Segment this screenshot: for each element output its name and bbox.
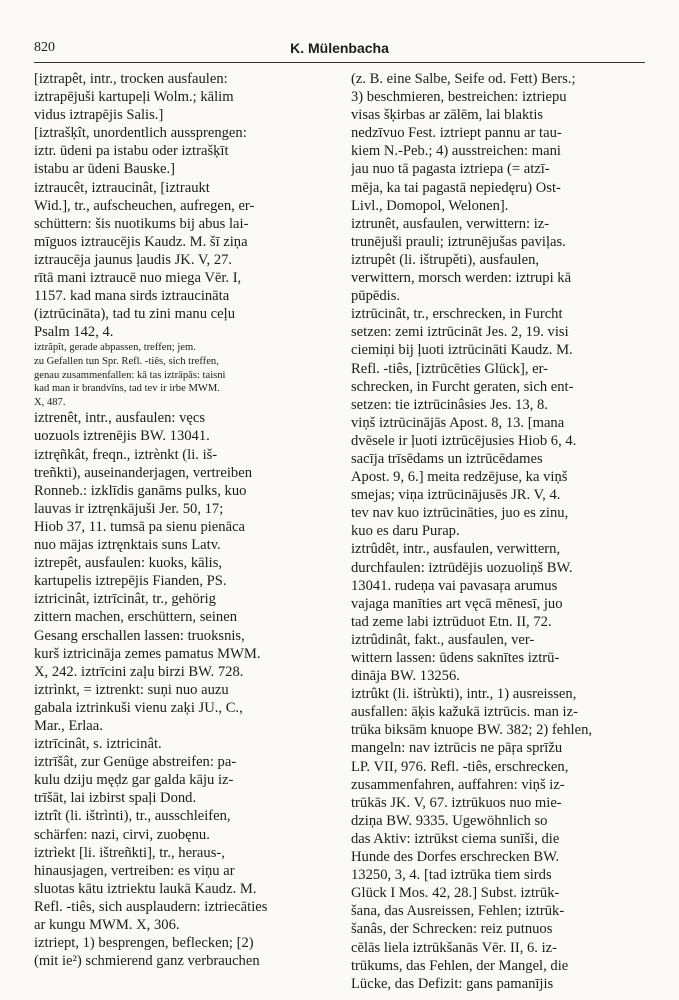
text-line: vajaga manīties art vęcā mēnesī, juo [351, 595, 563, 612]
text-line: 1157. kad mana sirds iztraucināta [34, 288, 230, 305]
text-line: X, 242. iztrīcini zaļu birzi BW. 728. [34, 663, 244, 680]
text-line: hinausjagen, vertreiben: es viņu ar [34, 862, 235, 879]
text-line: dvēsele ir ļuoti iztrūcējusies Hiob 6, 4. [351, 432, 577, 449]
text-line: treñkti), auseinanderjagen, vertreiben [34, 464, 252, 481]
text-line: 13041. rudeņa vai pavasaŗa arumus [351, 577, 558, 594]
text-line: smejas; viņa iztrūcinājusēs JR. V, 4. [351, 487, 561, 504]
text-line: zu Gefallen tun Spr. Refl. -tiês, sich treffen, [34, 356, 219, 367]
text-line: uozuols iztrenējis BW. 13041. [34, 428, 210, 445]
text-line: durchfaulen: iztrūdējis uozuoliņš BW. [351, 559, 573, 576]
text-line: wittern lassen: ūdens saknītes iztrū- [351, 650, 560, 666]
text-line: iztrupêt (li. ištrupěti), ausfaulen, [351, 251, 540, 268]
text-line: Mar., Erlaa. [34, 717, 103, 734]
text-line: (iztrūcināta), tad tu zini manu ceļu [34, 306, 235, 323]
text-line: LP. VII, 976. Refl. -tiês, erschrecken, [351, 758, 569, 775]
text-line: istabu ar ūdeni Bauske.] [34, 161, 176, 178]
text-line: sacīja trīsēdams un iztrūcēdames [351, 450, 543, 467]
text-line: Psalm 142, 4. [34, 324, 114, 341]
text-line: nedzīvuo Fest. iztriept pannu ar tau- [351, 125, 562, 142]
text-line: Gesang erschallen lassen: truoksnis, [34, 627, 245, 644]
text-line: cēlās liela iztrūkšanās Vēr. II, 6. iz- [351, 939, 557, 956]
text-line: Ronneb.: izklīdis ganāms pulks, kuo [34, 482, 247, 499]
text-line: ar kungu MWM. X, 306. [34, 917, 180, 933]
text-line: mēja, ka tai pagastā nepiedęru) Ost- [351, 179, 561, 196]
text-line: kulu dziju męḍz gar galda kāju iz- [34, 772, 234, 789]
text-line: setzen: tie iztrūcinâsies Jes. 13, 8. [351, 396, 548, 413]
text-line: zusammenfahren, auffahren: viņš iz- [351, 776, 565, 793]
text-line: Refl. -tiês, sich ausplaudern: iztriecāties [34, 898, 268, 915]
text-line: schrecken, in Furcht geraten, sich ent- [351, 378, 574, 395]
text-line: genau zusammenfallen: kā tas iztrāpās: taisni [34, 369, 226, 381]
text-line: Glück I Mos. 42, 28.] Subst. iztrūk- [351, 885, 560, 902]
text-line: [iztrašķît, unordentlich aussprengen: [34, 125, 247, 142]
right-column [351, 70, 645, 993]
text-line: tad zeme labi iztrūduot Etn. II, 72. [351, 613, 552, 630]
text-line: Hiob 37, 11. tumsā pa sienu pienāca [34, 518, 246, 535]
text-line: iztrapējuši kartupeļi Wolm.; kālim [34, 89, 234, 106]
text-line: setzen: zemi iztrūcināt Jes. 2, 19. visi [351, 324, 569, 341]
dictionary-columns [34, 70, 645, 990]
text-line: iztrūcinât, tr., erschrecken, in Furcht [351, 306, 563, 323]
text-line: iztrûdêt, intr., ausfaulen, verwittern, [351, 541, 561, 558]
text-line: (mit ie²) schmierend ganz verbrauchen [34, 953, 260, 970]
text-line: schüttern: šis nuotikums bij abus lai- [34, 215, 249, 232]
text-line: zittern machen, erschüttern, seinen [34, 609, 238, 626]
text-line: kartupelis iztrepējis Fianden, PS. [34, 573, 227, 590]
text-line: X, 487. [34, 396, 66, 408]
text-line: iztricinât, iztrīcinât, tr., gehörig [34, 591, 216, 608]
text-line: 13250, 3, 4. [tad iztrūka tiem sirds [351, 867, 552, 884]
text-line: Lücke, das Defizit: gans pamanījis [351, 975, 554, 992]
text-line: šanâs, der Schrecken: reiz putnuos [351, 921, 553, 938]
text-line: Wid.], tr., aufscheuchen, aufregen, er- [34, 197, 255, 214]
text-line: dināja BW. 13256. [351, 668, 460, 685]
text-line: iztrãpît, gerade abpassen, treffen; jem. [34, 342, 196, 354]
text-line: iztr. ūdeni pa istabu oder iztrašķīt [34, 143, 229, 160]
text-line: iztrīcinât, s. iztricinât. [34, 736, 162, 753]
text-line: iztriept, 1) besprengen, beflecken; [2) [34, 935, 254, 952]
text-line: iztręñkât, freqn., iztrènkt (li. iš- [34, 446, 218, 463]
running-head: K. Mülenbacha [290, 40, 389, 56]
text-line: kuo es daru Purap. [351, 523, 460, 540]
text-line: trūka biksām knuope BW. 382; 2) fehlen, [351, 722, 593, 739]
page-header [34, 38, 645, 58]
left-column [34, 70, 328, 970]
text-line: iztrìnkt, = iztrenkt: suņi nuo auzu [34, 681, 229, 698]
text-line: iztraucēja jaunus ļaudis JK. V, 27. [34, 251, 233, 268]
text-line: mīguos iztraucējis Kaudz. M. šī ziņa [34, 233, 248, 250]
text-line: iztrīšât, zur Genüge abstreifen: pa- [34, 754, 237, 771]
text-line: kiem N.-Peb.; 4) ausstreichen: mani [351, 143, 561, 160]
text-line: visas šķirbas ar zālēm, lai blaktis [351, 107, 544, 124]
text-line: trunējuši prauli; iztrunējušas paviļas. [351, 233, 566, 250]
text-line: iztraucêt, iztraucinât, [iztraukt [34, 179, 210, 196]
text-line: gabala iztrinkuši vienu zaķi JU., C., [34, 699, 243, 716]
text-line: iztrenêt, intr., ausfaulen: vęcs [34, 410, 206, 427]
text-line: schärfen: nazi, cirvi, zuobęnu. [34, 826, 210, 843]
text-line: sluotas kātu iztriektu laukā Kaudz. M. [34, 880, 257, 897]
text-line: Livl., Domopol, Welonen]. [351, 197, 509, 214]
page-number: 820 [34, 40, 55, 55]
text-line: verwittern, morsch werden: iztrupi kā [351, 270, 572, 287]
text-line: šana, das Ausreissen, Fehlen; iztrūk- [351, 903, 565, 920]
text-line: iztrìekt [li. ištreñkti], tr., heraus-, [34, 844, 225, 861]
text-line: Refl. -tiês, [iztrūcēties Glück], er- [351, 360, 549, 377]
text-line: jau nuo tā pagasta iztriepa (= atzī- [351, 161, 550, 178]
text-line: mangeln: nav iztrūcis ne pāŗa sprīžu [351, 740, 563, 757]
text-line: Hunde des Dorfes erschrecken BW. [351, 849, 560, 866]
text-line: ciemiņi bij ļuoti iztrūcināti Kaudz. M. [351, 342, 573, 359]
text-line: iztrît (li. ištrìnti), tr., ausschleifen, [34, 808, 231, 825]
text-line: trūkums, das Fehlen, der Mangel, die [351, 957, 569, 974]
text-line: das Aktiv: iztrūkst ciema sunīši, die [351, 830, 560, 847]
text-line: lauvas ir iztręnkājuši Jer. 50, 17; [34, 500, 224, 517]
text-line: [iztrapêt, intr., trocken ausfaulen: [34, 71, 228, 87]
text-line: rītā mani iztraucē nuo miega Vēr. I, [34, 270, 242, 287]
text-line: Apost. 9, 6.] meita redzējuse, ka viņš [351, 469, 568, 486]
text-line: (z. B. eine Salbe, Seife od. Fett) Bers.; [351, 71, 576, 87]
text-line: trūkās JK. V, 67. iztrūkuos nuo mie- [351, 794, 562, 811]
text-line: iztrûdinât, fakt., ausfaulen, ver- [351, 631, 535, 648]
text-line: kad man ir brandvīns, tad tev ir irbe MWM. [34, 383, 220, 395]
header-rule [34, 62, 645, 63]
text-line: iztrepêt, ausfaulen: kuoks, kālis, [34, 555, 223, 572]
text-line: iztrûkt (li. ištrùkti), intr., 1) ausreissen, [351, 686, 577, 703]
text-line: viņš iztrūcinājās Apost. 8, 13. [mana [351, 414, 565, 431]
text-line: ausfallen: āķis kažukā iztrūcis. man iz- [351, 704, 578, 721]
text-line: nuo mājas iztręnktais suns Latv. [34, 537, 221, 554]
text-line: vidus iztrapējis Salis.] [34, 107, 164, 124]
text-line: kurš iztricināja zemes pamatus MWM. [34, 645, 261, 662]
text-line: 3) beschmieren, bestreichen: iztriepu [351, 89, 567, 106]
text-line: dziņa BW. 9335. Ugewöhnlich so [351, 812, 548, 829]
text-line: trīšāt, lai izbirst spaļi Dond. [34, 790, 197, 807]
text-line: iztrunêt, ausfaulen, verwittern: iz- [351, 215, 550, 232]
text-line: pūpēdis. [351, 288, 401, 305]
text-line: tev nav kuo iztrūcināties, juo es zinu, [351, 505, 569, 522]
